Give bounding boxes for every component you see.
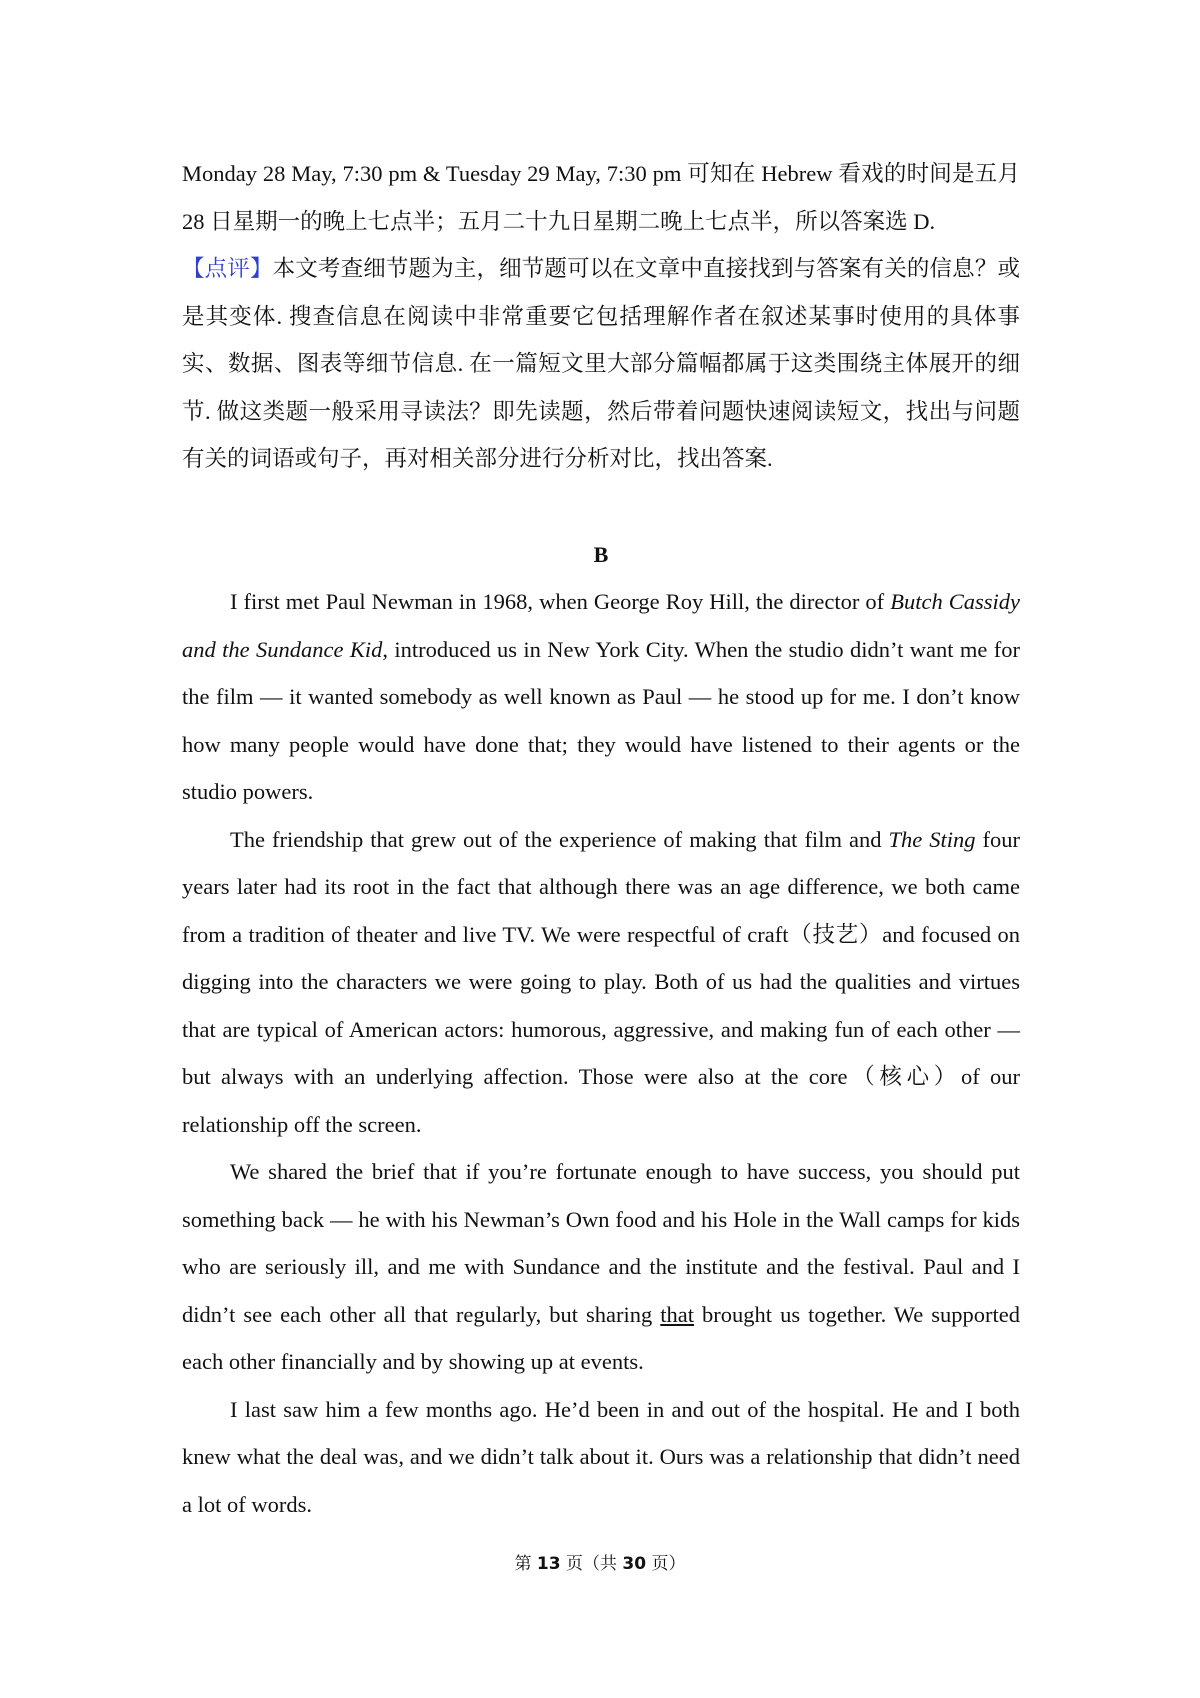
- passage-paragraph-2: [182, 816, 1020, 1149]
- footer-middle: 页（共: [560, 1554, 623, 1574]
- document-body: [182, 150, 1020, 1528]
- page-footer: [0, 1552, 1200, 1576]
- passage-paragraph-4: I last saw him a few months ago. He’d been in and out of the hospital. He and I both knew what the deal was, and we didn’t talk about it. Ours was a relationship that didn’t need a lot of words.: [182, 1396, 1020, 1517]
- passage-paragraph-3: [182, 1148, 1020, 1386]
- paragraph-3-text-a: We shared the brief that if you’re fortunate enough to have success, you should put something back — he with his Newman’s Own food and his Hole in the Wall camps for kids who are seriously ill, and me with Sundance and the institute and the festival. Paul and I didn’t see each other all that regularly, but sharing: [182, 1159, 1020, 1327]
- footer-page-number: 13: [536, 1554, 561, 1574]
- film-title-the-sting: The Sting: [888, 826, 976, 852]
- section-heading: B: [593, 541, 609, 567]
- paragraph-1-text-b: , introduced us in New York City. When the studio didn’t want me for the film — it wanted somebody as well known as Paul — he stood up for me. I don’t know how many people would have done that; they would have listened to their agents or the studio powers.: [182, 636, 1020, 804]
- paragraph-2-text-a: The friendship that grew out of the experience of making that film and: [230, 826, 889, 852]
- passage-paragraph-1: [182, 578, 1020, 816]
- paragraph-3-text-b: brought us together. We supported each other financially and by showing up at events.: [182, 1301, 1020, 1374]
- footer-prefix: 第: [514, 1554, 537, 1574]
- section-gap: [182, 483, 1020, 531]
- footer-total-pages: 30: [622, 1554, 647, 1574]
- paragraph-2-text-b: four years later had its root in the fact that although there was an age difference, we both came from a tradition of theater and live TV. We were respectful of craft（技艺）and focused on digging into the characters we were going to play. Both of us had the qualities and virtues that are typical of American actors: humorous, aggressive, and making fun of each other — but always with an underlying affection. Those were also at the core（核心）of our relationship off the screen.: [182, 826, 1020, 1137]
- film-title-butch-cassidy: Butch Cassidy and the Sundance Kid: [182, 589, 1020, 662]
- footer-suffix: 页）: [646, 1554, 686, 1574]
- intro-paragraph: Monday 28 May, 7:30 pm & Tuesday 29 May, 7:30 pm 可知在 Hebrew 看戏的时间是五月 28 日星期一的晚上七点半；五月二十九日星期二晚上七点半，所以答案选 D.: [182, 161, 1020, 234]
- comment-paragraph: [182, 245, 1020, 483]
- comment-text: 本文考查细节题为主，细节题可以在文章中直接找到与答案有关的信息？或是其变体. 搜查信息在阅读中非常重要它包括理解作者在叙述某事时使用的具体事实、数据、图表等细节信息. 在一篇短文里大部分篇幅都属于这类围绕主体展开的细节. 做这类题一般采用寻读法？即先读题，然后带着问题快速阅读短文，找出与问题有关的词语或句子，再对相关部分进行分析对比，找出答案.: [182, 256, 1020, 471]
- underlined-word-that: that: [660, 1301, 695, 1327]
- paragraph-1-text-a: I first met Paul Newman in 1968, when George Roy Hill, the director of: [230, 589, 891, 614]
- comment-tag: 【点评】: [182, 256, 273, 281]
